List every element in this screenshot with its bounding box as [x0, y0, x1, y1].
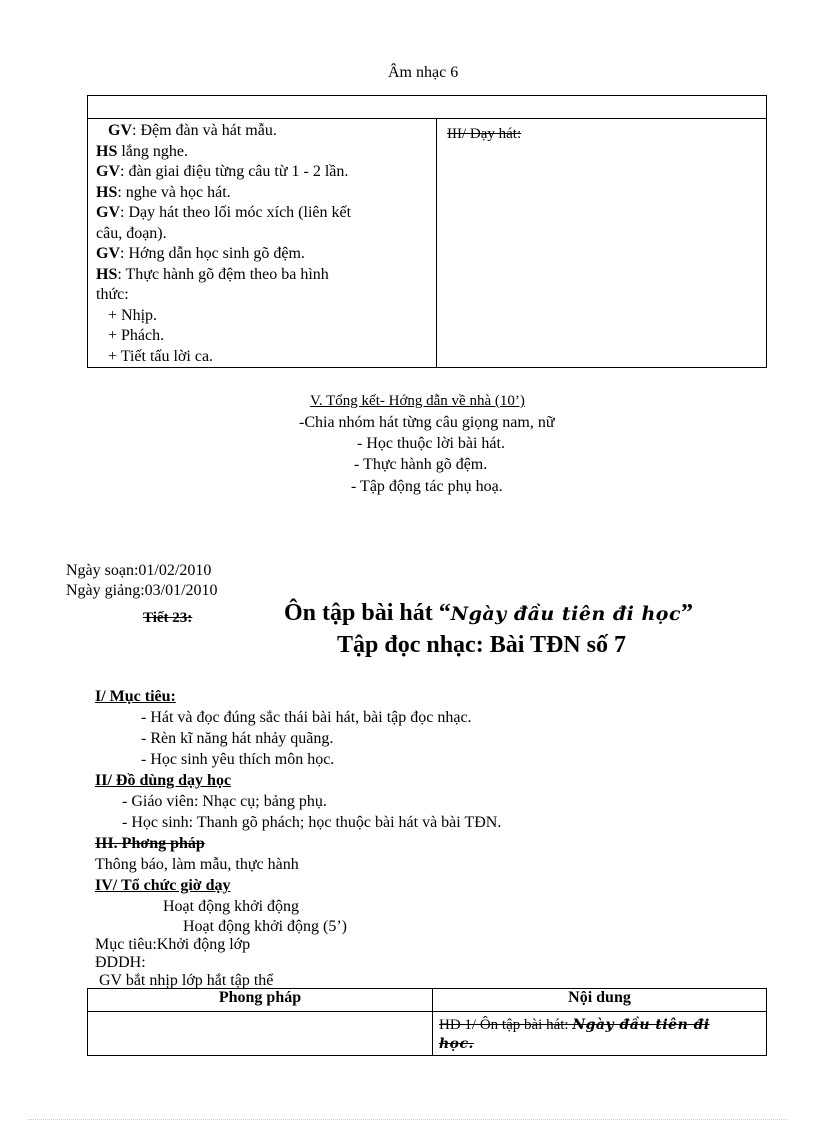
section-heading-materials: II/ Đồ dùng dạy học	[95, 772, 232, 789]
line-text: : nghe và học hát.	[117, 183, 231, 201]
activity-warmup-time: Hoạt động khởi động (5’)	[183, 918, 347, 935]
song-name: Ngày đầu tiên đi học	[450, 603, 682, 625]
method-line	[96, 121, 436, 142]
objective-item: - Rèn kĩ năng hát nhảy quãng.	[141, 730, 334, 747]
role-label: GV	[96, 163, 120, 180]
line-text: + Nhịp.	[108, 306, 158, 324]
lesson-title-prefix: Ôn tập bài hát “	[284, 600, 451, 626]
method-line	[96, 203, 436, 224]
review-song-name-cont: học.	[439, 1036, 474, 1052]
line-text: thức:	[96, 286, 129, 303]
teaching-date: Ngày giảng:03/01/2010	[66, 582, 218, 599]
section-heading-organization: IV/ Tổ chức giờ dạy	[95, 877, 231, 894]
objective-item: - Hát và đọc đúng sắc thái bài hát, bài tập đọc nhạc.	[141, 709, 472, 726]
content-cell-review	[433, 1012, 767, 1056]
section-heading-methods: III. Phơng pháp	[95, 835, 205, 852]
method-cell	[88, 119, 437, 368]
activity-table	[87, 988, 767, 1056]
lesson-title-suffix: ”	[681, 600, 694, 626]
method-line	[96, 306, 436, 327]
method-line	[96, 183, 436, 204]
method-line	[96, 285, 436, 306]
section-heading-day-hat: III/ Dạy hát:	[447, 126, 522, 142]
review-song-name: Ngày đầu tiên đi	[572, 1017, 710, 1033]
methods-text: Thông báo, làm mẫu, thực hành	[95, 856, 299, 873]
role-label: GV	[96, 204, 120, 221]
line-text: : Dạy hát theo lối móc xích (liên kết	[120, 204, 352, 221]
lesson-subtitle: Tập đọc nhạc: Bài TĐN số 7	[337, 632, 626, 658]
method-line	[96, 224, 436, 245]
lesson-activity-table	[87, 95, 767, 368]
method-line	[96, 347, 436, 368]
role-label: GV	[96, 245, 120, 262]
line-text: lắng nghe.	[117, 142, 188, 160]
preparation-date: Ngày soạn:01/02/2010	[66, 562, 212, 579]
role-label: HS	[96, 265, 118, 283]
table-header-row	[88, 96, 767, 119]
activity-teacher: GV bắt nhịp lớp hắt tập thể	[99, 972, 274, 989]
materials-item: - Giáo viên: Nhạc cụ; bảng phụ.	[122, 793, 327, 810]
method-line	[96, 162, 436, 183]
summary-item: - Thực hành gõ đệm.	[354, 456, 488, 473]
line-text: : Đệm đàn và hát mẫu.	[132, 122, 277, 139]
method-line	[96, 265, 436, 286]
method-cell-empty	[88, 1012, 433, 1056]
line-text: : Thực hành gõ đệm theo ba hình	[117, 265, 329, 283]
summary-item: - Học thuộc lời bài hát.	[357, 435, 505, 452]
method-lines	[96, 121, 436, 367]
col-header-content: Nội dung	[433, 989, 767, 1012]
materials-item: - Học sinh: Thanh gõ phách; học thuộc bài hát và bài TĐN.	[122, 814, 502, 831]
line-text: : Hớng dẫn học sinh gõ đệm.	[120, 245, 305, 262]
method-line	[96, 244, 436, 265]
lesson-title	[284, 600, 693, 627]
objective-item: - Học sinh yêu thích môn học.	[141, 751, 335, 768]
line-text: + Tiết tấu lời ca.	[108, 347, 214, 365]
summary-item: -Chia nhóm hát từng câu giọng nam, nữ	[299, 414, 555, 431]
role-label: HS	[96, 142, 118, 160]
activity-warmup: Hoạt động khởi động	[163, 898, 300, 915]
content-cell	[437, 119, 767, 368]
line-text: câu, đoạn).	[96, 224, 167, 242]
activity-objective: Mục tiêu:Khởi động lớp	[95, 936, 251, 953]
summary-heading: V. Tổng kết- Hớng dẫn về nhà (10’)	[310, 393, 525, 409]
section-heading-objectives: I/ Mục tiêu:	[95, 688, 176, 705]
line-text: + Phách.	[108, 327, 165, 344]
page-header: Âm nhạc 6	[388, 64, 459, 81]
lesson-number: Tiết 23:	[143, 610, 193, 626]
page-break-line	[28, 1119, 788, 1120]
line-text: : đàn giai điệu từng câu từ 1 - 2 lần.	[120, 163, 349, 180]
method-line	[96, 326, 436, 347]
review-label: HĐ 1/ Ôn tập bài hát:	[439, 1017, 573, 1033]
role-label: HS	[96, 183, 118, 201]
col-header-method: Phong pháp	[88, 989, 433, 1012]
method-line	[96, 142, 436, 163]
role-label: GV	[108, 122, 132, 139]
summary-item: - Tập động tác phụ hoạ.	[351, 478, 503, 495]
activity-materials: ĐDDH:	[95, 954, 146, 971]
